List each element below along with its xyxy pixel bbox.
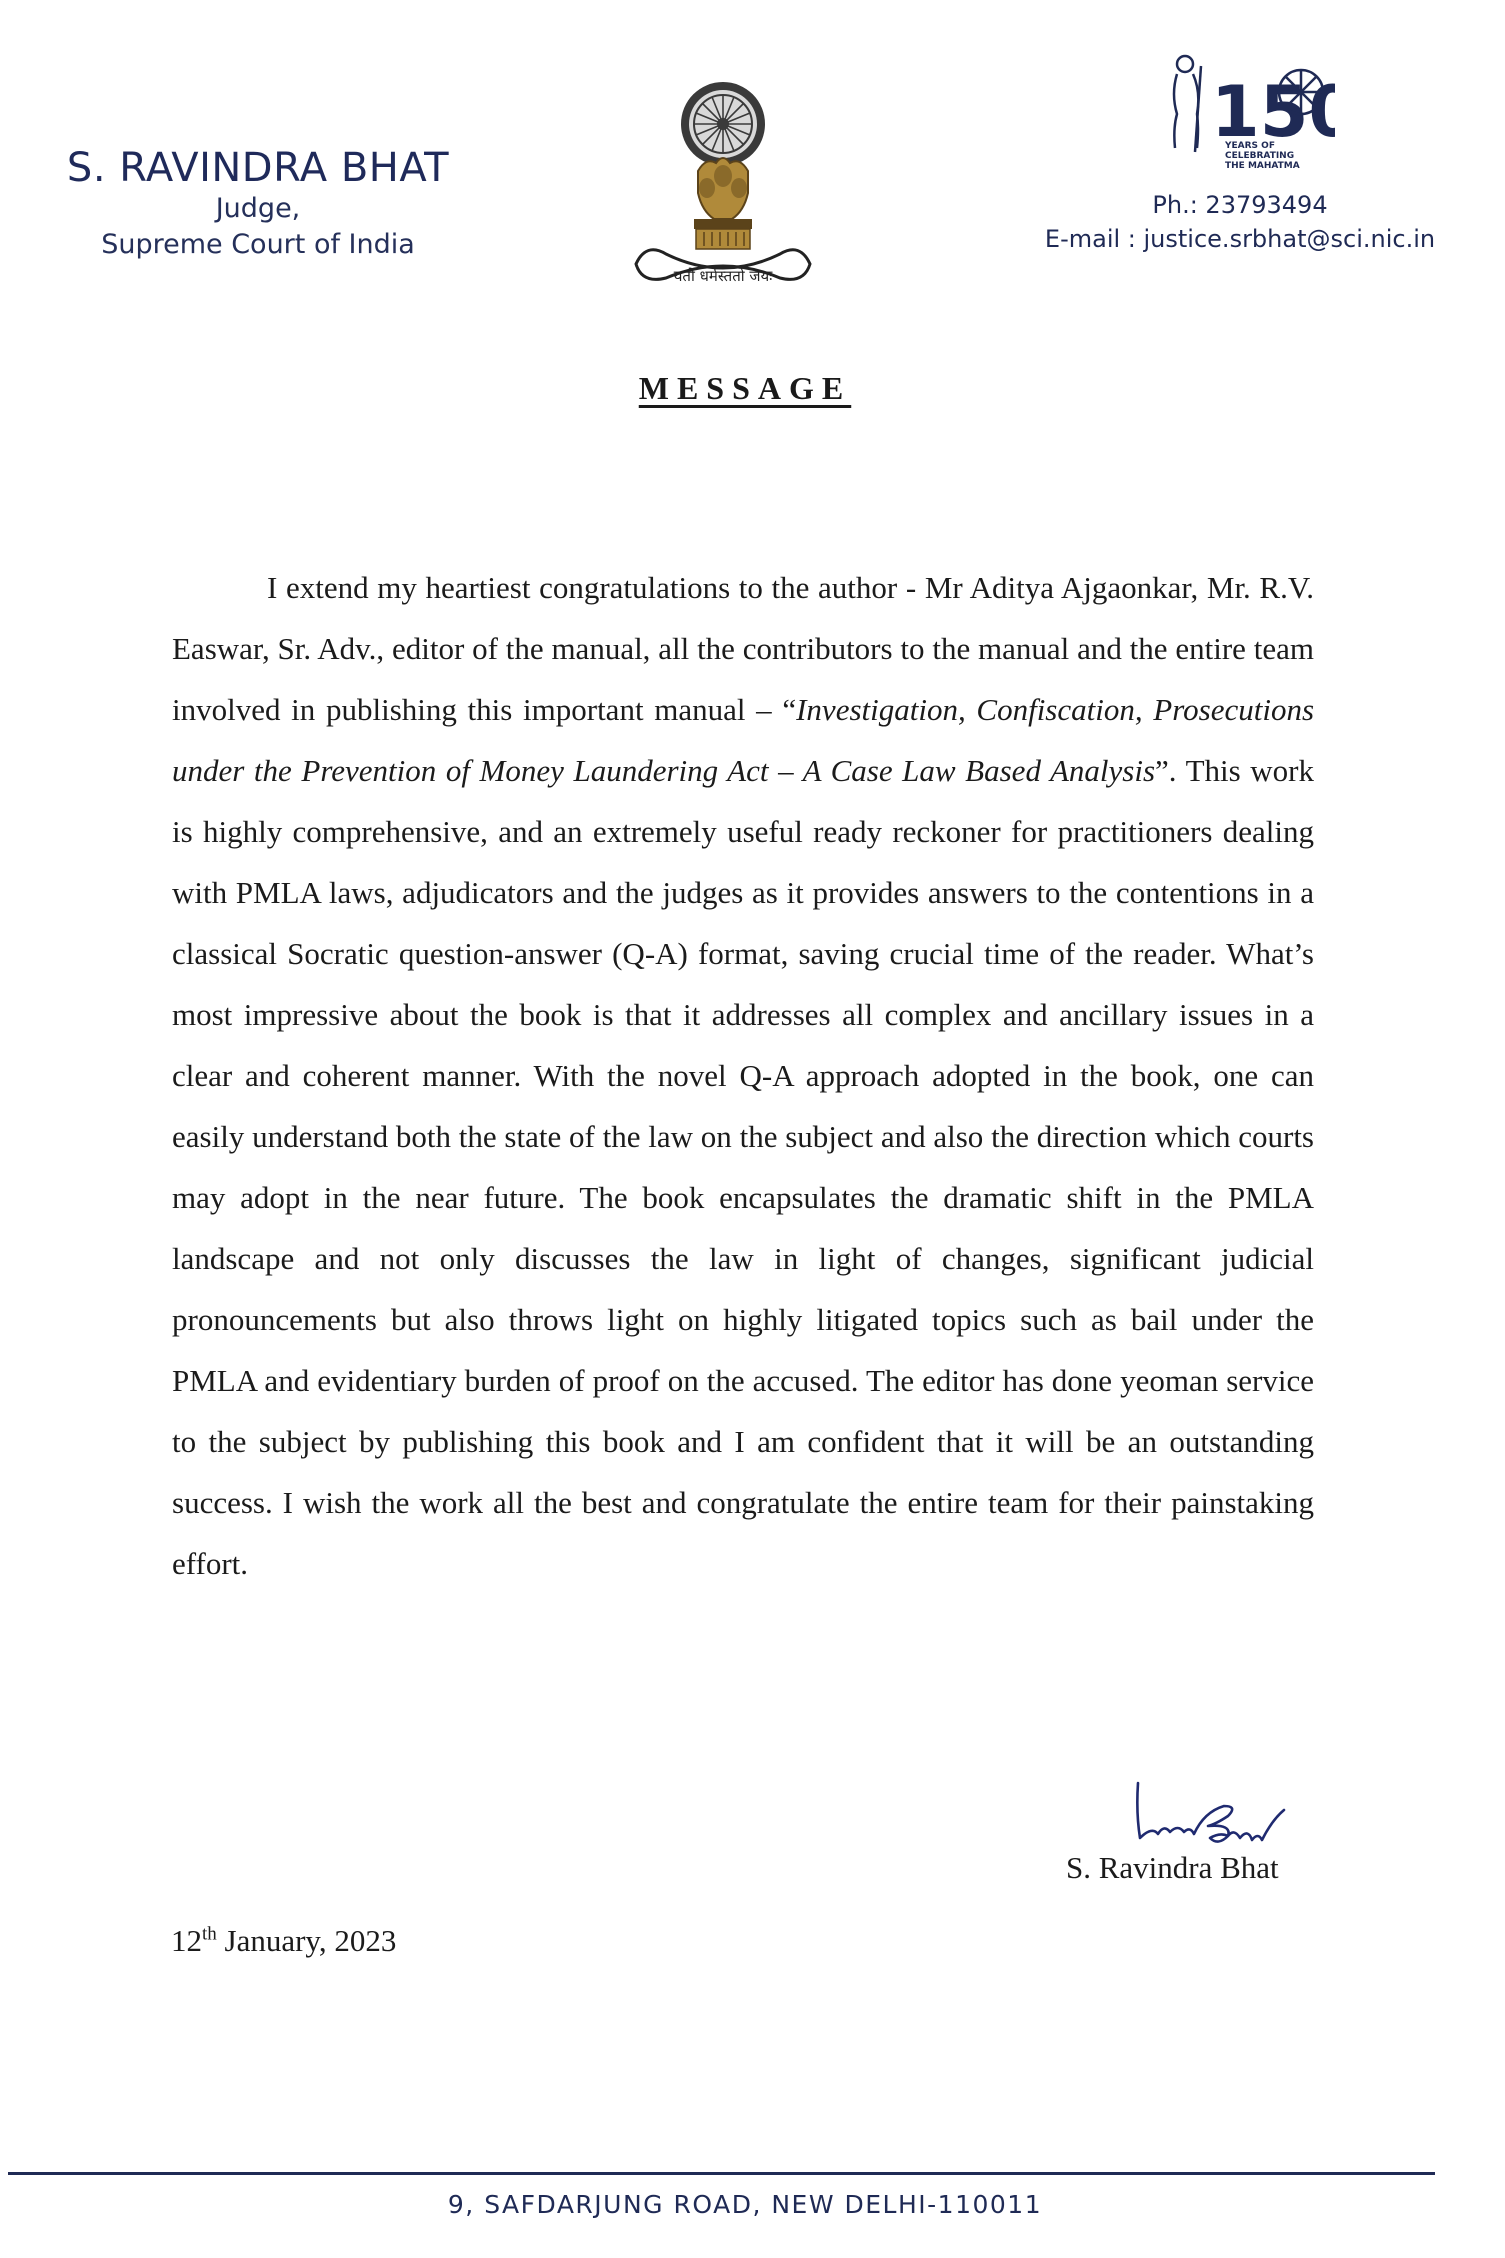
date-month-year: January, 2023 — [216, 1923, 397, 1958]
phone-number: Ph.: 23793494 — [1152, 191, 1328, 219]
paragraph-text-start: I extend my heartiest congratulations to the author - Mr Aditya Ajgaonkar, Mr. R.V. Easwar, Sr. Adv., editor of the manual, all the contributors to the manual and the entire team involved in publishing this important manual – “ — [172, 570, 1314, 727]
letter-date — [171, 1923, 396, 1959]
footer-address: 9, SAFDARJUNG ROAD, NEW DELHI-110011 — [447, 2190, 1043, 2219]
judge-name: S. RAVINDRA BHAT — [66, 145, 450, 191]
gandhi-150-logo — [1155, 52, 1335, 172]
court-name: Supreme Court of India — [101, 229, 415, 260]
logo-line-3: THE MAHATMA — [1225, 161, 1300, 171]
date-day: 12 — [171, 1923, 202, 1958]
national-emblem-icon — [618, 76, 828, 301]
date-suffix: th — [202, 1923, 217, 1945]
handwritten-signature — [1128, 1775, 1358, 1855]
footer-divider — [8, 2172, 1435, 2175]
signatory-name: S. Ravindra Bhat — [1066, 1850, 1279, 1885]
logo-150-number: 150 — [1211, 71, 1335, 153]
judge-title: Judge, — [215, 193, 301, 224]
letterhead-left — [58, 145, 458, 263]
paragraph-text-end: ”. This work is highly comprehensive, and an extremely useful ready reckoner for practitioners dealing with PMLA laws, adjudicators and the judges as it provides answers to the contentions in a classical Socratic question-answer (Q-A) format, saving crucial time of the reader. What’s most impressive about the book is that it addresses all complex and ancillary issues in a clear and coherent manner. With the novel Q-A approach adopted in the book, one can easily understand both the state of the law on the subject and also the direction which courts may adopt in the near future. The book encapsulates the dramatic shift in the PMLA landscape and not only discusses the law in light of changes, significant judicial pronouncements but also throws light on highly litigated topics such as bail under the PMLA and evidentiary burden of proof on the accused. The editor has done yeoman service to the subject by publishing this book and I am confident that it will be an outstanding success. I wish the work all the best and congratulate the entire team for their painstaking effort. — [172, 753, 1314, 1581]
letterhead-right — [1030, 188, 1450, 256]
logo-line-2: CELEBRATING — [1225, 151, 1295, 161]
email-address: E-mail : justice.srbhat@sci.nic.in — [1044, 225, 1436, 253]
emblem-motto: यतो धर्मस्ततो जयः — [673, 267, 773, 285]
message-title: MESSAGE — [638, 370, 852, 406]
message-body — [172, 557, 1314, 1594]
book-title: Investigation, Confiscation, Prosecutions under the Prevention of Money Laundering Act – A Case Law Based Analysis — [172, 692, 1315, 788]
logo-line-1: YEARS OF — [1225, 141, 1275, 151]
message-paragraph — [172, 557, 1314, 1594]
